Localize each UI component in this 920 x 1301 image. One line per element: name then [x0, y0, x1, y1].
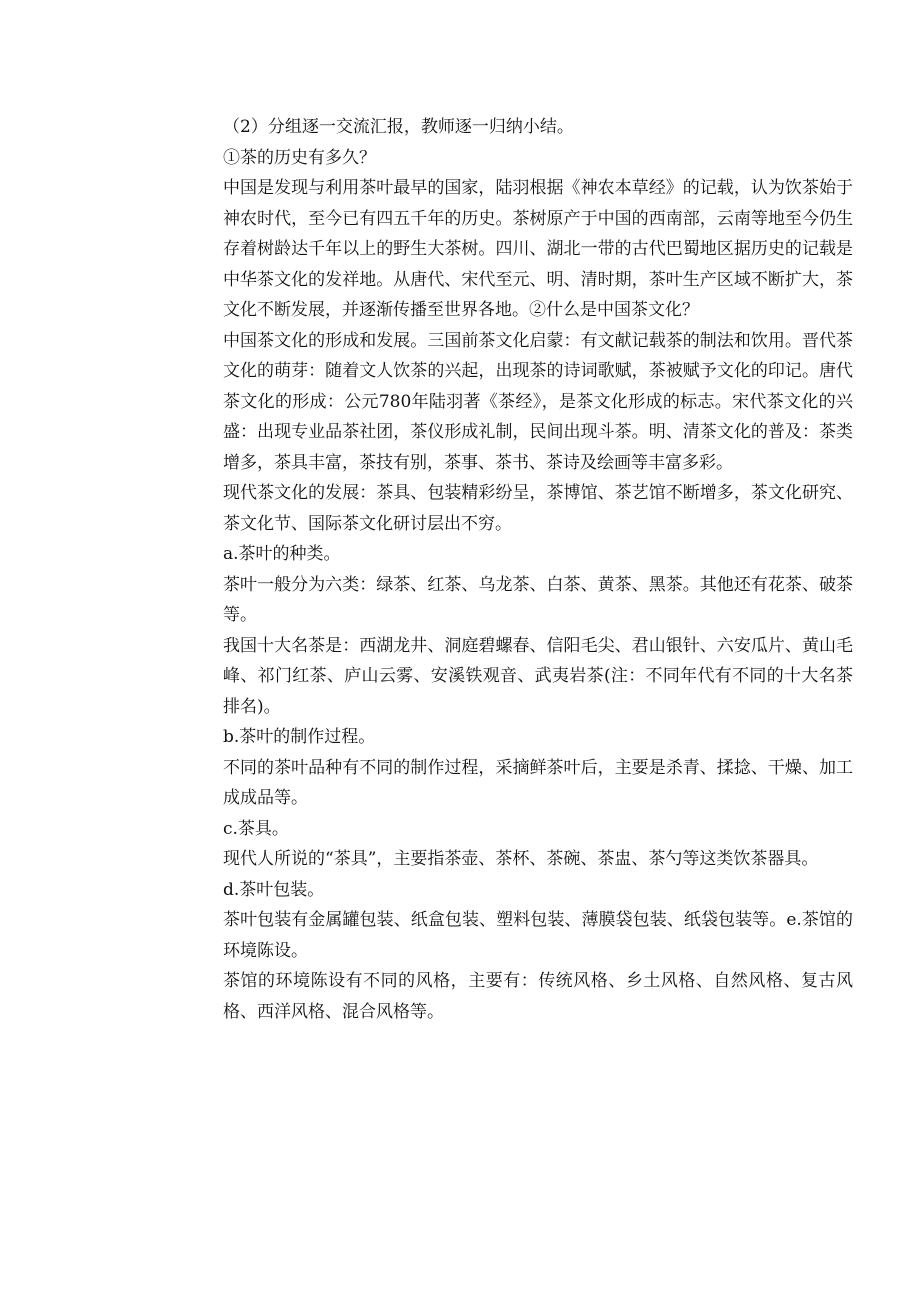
paragraph-history: 中国是发现与利用茶叶最早的国家，陆羽根据《神农本草经》的记载，认为饮茶始于神农时代，至今已有四五千年的历史。茶树原产于中国的西南部，云南等地至今仍生存着树龄达千年以上的野生大茶树。四川、湖北一带的古代巴蜀地区据历史的记载是中华茶文化的发祥地。从唐代、宋代至元、明、清时期，茶叶生产区域不断扩大，茶文化不断发展，并逐渐传播至世界各地。②什么是中国茶文化？ — [223, 178, 853, 320]
heading-tea-production: b.茶叶的制作过程。 — [223, 727, 376, 747]
heading-tea-ware: c.茶具。 — [223, 818, 289, 839]
paragraph-tea-types: 茶叶一般分为六类：绿茶、红茶、乌龙茶、白茶、黄茶、黑茶。其他还有花茶、破茶等。 — [223, 574, 853, 625]
paragraph-culture-development: 中国茶文化的形成和发展。三国前茶文化启蒙：有文献记载茶的制法和饮用。晋代茶文化的萌芽：随着文人饮茶的兴起，出现茶的诗词歌赋，茶被赋予文化的印记。唐代茶文化的形成：公元780年陆羽著《茶经》，是茶文化形成的标志。宋代茶文化的兴盛：出现专业品茶社团，茶仪形成礼制，民间出现斗茶。明、清茶文化的普及：茶类增多，茶具丰富，茶技有别，茶事、茶书、茶诗及绘画等丰富多彩。 — [223, 330, 853, 473]
step-heading: （2）分组逐一交流汇报，教师逐一归纳小结。 — [223, 117, 574, 137]
paragraph-famous-teas: 我国十大名茶是：西湖龙井、洞庭碧螺春、信阳毛尖、君山银针、六安瓜片、黄山毛峰、祁门红茶、庐山云雾、安溪铁观音、武夷岩茶(注：不同年代有不同的十大名茶排名)。 — [223, 635, 853, 717]
paragraph-modern-culture: 现代茶文化的发展：茶具、包装精彩纷呈，茶博馆、茶艺馆不断增多，茶文化研究、茶文化节、国际茶文化研讨层出不穷。 — [223, 483, 853, 534]
paragraph-tea-ware: 现代人所说的“茶具”，主要指茶壶、茶杯、茶碗、茶盅、茶勺等这类饮茶器具。 — [223, 849, 819, 869]
heading-tea-packaging: d.茶叶包装。 — [223, 879, 325, 900]
document-body — [223, 112, 853, 1027]
paragraph-teahouse-styles: 茶馆的环境陈设有不同的风格，主要有：传统风格、乡土风格、自然风格、复古风格、西洋风格、混合风格等。 — [223, 971, 853, 1022]
paragraph-tea-production: 不同的茶叶品种有不同的制作过程，采摘鲜茶叶后，主要是杀青、揉捻、干燥、加工成成品等。 — [223, 757, 853, 808]
heading-tea-types: a.茶叶的种类。 — [223, 544, 341, 564]
paragraph-tea-packaging: 茶叶包装有金属罐包装、纸盒包装、塑料包装、薄膜袋包装、纸袋包装等。e.茶馆的环境陈设。 — [223, 910, 853, 961]
question-history: ①茶的历史有多久？ — [223, 147, 376, 168]
